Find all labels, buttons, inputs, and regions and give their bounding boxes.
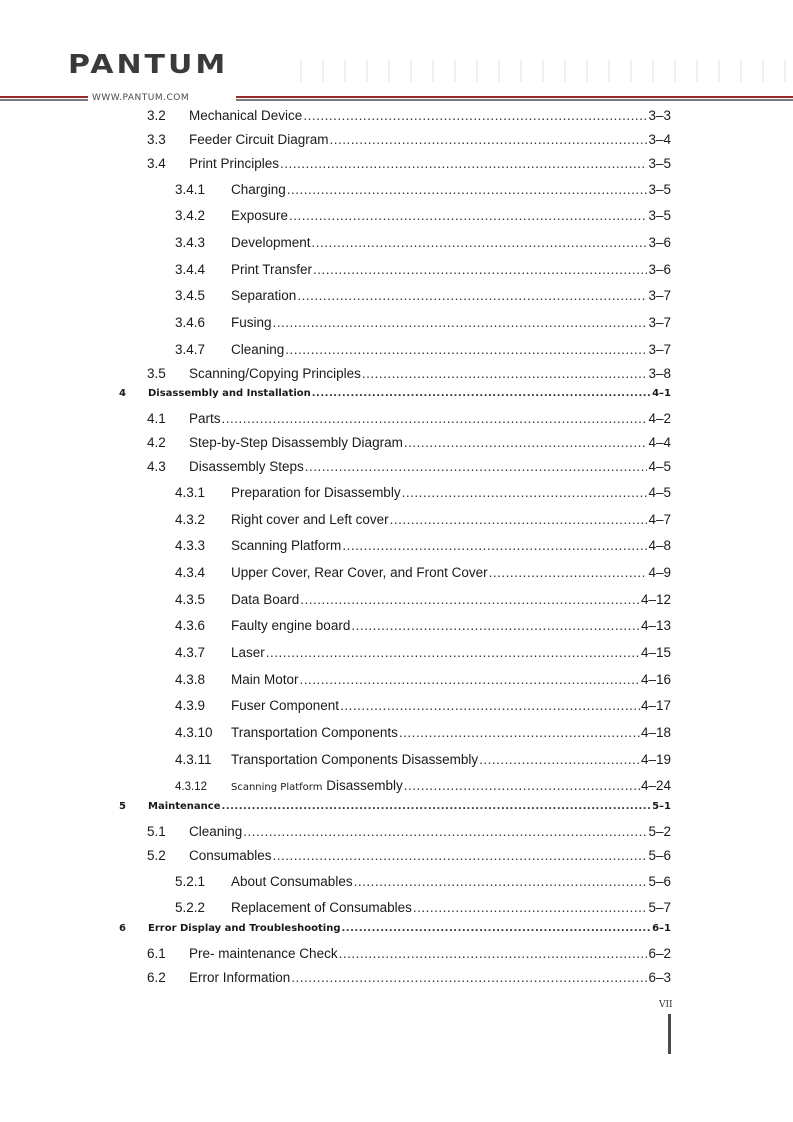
toc-number: 4 [119,388,126,399]
toc-leader [273,848,648,863]
toc-number: 5.2.2 [175,900,206,915]
brand-logo: PANTUM [68,50,229,80]
toc-number: 3.4.7 [175,342,206,357]
toc-title: Scanning Platform [231,538,342,553]
toc-entry[interactable] [175,342,671,357]
page-number: VII [659,1000,673,1010]
toc-number: 6.2 [147,970,166,985]
toc-number: 6 [119,923,126,934]
toc-entry[interactable] [175,262,671,277]
toc-entry[interactable] [175,900,671,915]
toc-leader [340,698,640,713]
page-header [0,0,793,110]
toc-number: 5.1 [147,824,166,839]
toc-number: 4.3 [147,459,166,474]
toc-leader [273,315,648,330]
toc-page: 3–7 [648,288,671,303]
toc-number: 4.3.9 [175,698,206,713]
toc-number: 5.2.1 [175,874,206,889]
toc-number: 4.3.7 [175,645,206,660]
toc-leader [280,156,647,171]
toc-number: 3.2 [147,108,166,123]
toc-title: Laser [231,645,265,660]
toc-page: 6–3 [648,970,671,985]
header-decoration [300,60,793,82]
toc-number: 3.4.6 [175,315,206,330]
toc-entry[interactable] [175,288,671,303]
toc-leader [390,512,648,527]
toc-page: 4–18 [640,725,671,740]
toc-leader [305,459,648,474]
toc-number: 5 [119,801,126,812]
toc-title: Right cover and Left cover [231,512,389,527]
toc-leader [243,824,647,839]
toc-entry[interactable] [175,182,671,197]
toc-title: Replacement of Consumables [231,900,412,915]
toc-leader [287,182,648,197]
toc-title: Main Motor [231,672,299,687]
toc-entry[interactable] [175,315,671,330]
toc-page: 4–12 [640,592,671,607]
toc-page: 4–5 [648,459,671,474]
toc-title: About Consumables [231,874,353,889]
toc-title: Disassembly and Installation [148,388,311,399]
toc-page: 5–1 [652,801,671,812]
toc-leader [399,725,640,740]
toc-title: Transportation Components Disassembly [231,752,479,767]
toc-title: Transportation Components [231,725,398,740]
toc-entry[interactable] [175,618,671,633]
toc-title: Cleaning [231,342,285,357]
toc-leader [339,946,648,961]
toc-entry[interactable] [147,946,671,961]
toc-chapter[interactable] [119,388,671,399]
toc-number: 3.4 [147,156,166,171]
toc-entry[interactable] [147,366,671,381]
toc-number: 3.4.1 [175,182,206,197]
toc-title: Charging [231,182,286,197]
toc-entry[interactable] [175,778,671,793]
toc-title: Print Principles [189,156,280,171]
toc-entry[interactable] [175,592,671,607]
toc-title: Print Transfer [231,262,313,277]
toc-number: 3.3 [147,132,166,147]
toc-entry[interactable] [147,848,671,863]
toc-title: Parts [189,411,221,426]
toc-title: Disassembly Steps [189,459,304,474]
toc-entry[interactable] [147,970,671,985]
toc-leader [291,970,647,985]
toc-title: Scanning/Copying Principles [189,366,361,381]
toc-leader [312,235,648,250]
toc-number: 3.4.3 [175,235,206,250]
toc-leader [289,208,647,223]
toc-number: 4.3.11 [175,752,212,767]
toc-entry[interactable] [175,874,671,889]
toc-leader [297,288,647,303]
toc-entry[interactable] [175,565,671,580]
toc-leader [351,618,640,633]
toc-page: 5–6 [648,874,671,889]
toc-leader [330,132,648,147]
toc-leader [402,485,648,500]
toc-page: 4–9 [648,565,671,580]
toc-title [231,778,403,793]
toc-entry[interactable] [147,411,671,426]
toc-number: 4.3.2 [175,512,206,527]
toc-title: Preparation for Disassembly [231,485,401,500]
toc-page: 3–3 [648,108,671,123]
toc-title: Development [231,235,311,250]
toc-page: 3–6 [648,235,671,250]
website-link[interactable]: WWW.PANTUM.COM [92,93,190,103]
toc-entry[interactable] [175,672,671,687]
toc-page: 5–2 [648,824,671,839]
toc-leader [342,923,652,934]
toc-leader [303,108,647,123]
toc-number: 3.4.2 [175,208,206,223]
toc-number: 4.1 [147,411,166,426]
toc-title: Exposure [231,208,289,223]
toc-leader [222,801,652,812]
toc-page: 4–4 [648,435,671,450]
toc-number: 4.3.5 [175,592,206,607]
toc-leader [413,900,648,915]
toc-title: Step-by-Step Disassembly Diagram [189,435,403,450]
toc-entry[interactable] [175,235,671,250]
toc-page: 6–2 [648,946,671,961]
toc-entry[interactable] [175,752,671,767]
toc-page: 3–6 [648,262,671,277]
toc-title-part: Disassembly [322,778,403,793]
toc-title: Upper Cover, Rear Cover, and Front Cover [231,565,488,580]
toc-leader [300,672,640,687]
toc-entry[interactable] [175,538,671,553]
toc-title: Feeder Circuit Diagram [189,132,329,147]
toc-entry[interactable] [147,156,671,171]
toc-number: 3.4.5 [175,288,206,303]
header-rule-left [0,96,88,101]
toc-page: 3–4 [648,132,671,147]
toc-page: 4–13 [640,618,671,633]
toc-page: 4–19 [640,752,671,767]
toc-leader [489,565,648,580]
toc-entry[interactable] [147,132,671,147]
toc-leader [266,645,640,660]
toc-leader [354,874,648,889]
toc-page: 4–2 [648,411,671,426]
toc-number: 4.3.12 [175,781,207,793]
toc-entry[interactable] [147,824,671,839]
toc-page: 3–7 [648,315,671,330]
toc-title: Data Board [231,592,300,607]
toc-leader [404,435,648,450]
toc-page: 3–5 [648,182,671,197]
toc-page: 6–1 [652,923,671,934]
toc-page: 3–7 [648,342,671,357]
toc-leader [313,262,647,277]
toc-title: Pre- maintenance Check [189,946,338,961]
toc-leader [300,592,640,607]
toc-leader [222,411,648,426]
toc-title: Error Information [189,970,291,985]
toc-number: 4.3.10 [175,725,213,740]
toc-page: 5–6 [648,848,671,863]
toc-number: 3.5 [147,366,166,381]
toc-number: 4.3.3 [175,538,206,553]
toc-page: 4–7 [648,512,671,527]
toc-number: 3.4.4 [175,262,206,277]
toc-entry[interactable] [147,108,671,123]
toc-number: 6.1 [147,946,166,961]
toc-number: 4.3.8 [175,672,206,687]
toc-page: 4–24 [640,778,671,793]
footer-bar [668,1014,671,1054]
toc-page: 4–17 [640,698,671,713]
toc-entry[interactable] [175,485,671,500]
toc-title: Cleaning [189,824,243,839]
toc-number: 4.2 [147,435,166,450]
toc-chapter[interactable] [119,923,671,934]
toc-page: 4–5 [648,485,671,500]
toc-entry[interactable] [175,645,671,660]
toc-number: 4.3.1 [175,485,206,500]
toc-entry[interactable] [175,698,671,713]
toc-leader [342,538,647,553]
toc-leader [312,388,651,399]
toc-number: 5.2 [147,848,166,863]
toc-entry[interactable] [175,725,671,740]
toc-leader [479,752,640,767]
toc-page: 4–16 [640,672,671,687]
header-rule-right [236,96,793,101]
toc-page: 4–8 [648,538,671,553]
toc-entry[interactable] [147,459,671,474]
toc-leader [404,778,640,793]
toc-title: Error Display and Troubleshooting [148,923,341,934]
toc-number: 4.3.6 [175,618,206,633]
toc-title: Faulty engine board [231,618,351,633]
toc-entry[interactable] [147,435,671,450]
toc-page: 3–8 [648,366,671,381]
toc-title: Fusing [231,315,272,330]
toc-page: 3–5 [648,156,671,171]
toc-title: Separation [231,288,297,303]
toc-number: 4.3.4 [175,565,206,580]
toc-page: 4–1 [652,388,671,399]
toc-page: 3–5 [648,208,671,223]
toc-entry[interactable] [175,208,671,223]
toc-leader [362,366,648,381]
toc-title: Consumables [189,848,272,863]
toc-page: 4–15 [640,645,671,660]
toc-title: Maintenance [148,801,221,812]
toc-title-part: Scanning Platform [231,782,323,793]
toc-page: 5–7 [648,900,671,915]
toc-entry[interactable] [175,512,671,527]
toc-title: Fuser Component [231,698,340,713]
toc-chapter[interactable] [119,801,671,812]
toc-leader [285,342,647,357]
toc-title: Mechanical Device [189,108,303,123]
